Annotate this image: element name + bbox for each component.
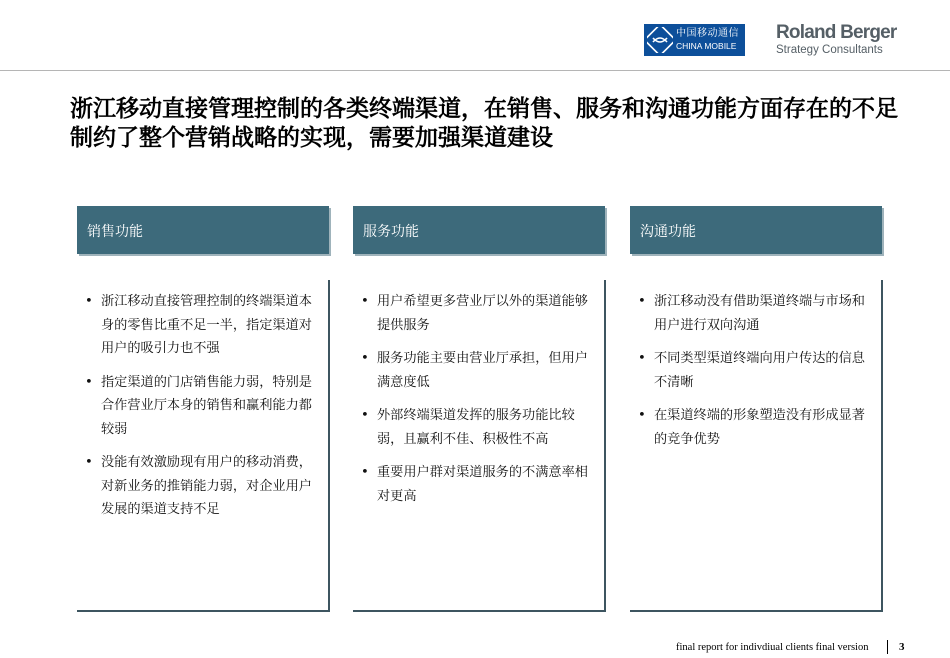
bullet-icon: • [638, 294, 646, 309]
bullet-list-communication [638, 290, 878, 461]
bullet-text: 用户希望更多营业厅以外的渠道能够提供服务 [377, 294, 588, 333]
list-item [361, 290, 601, 337]
bullet-icon: • [361, 294, 369, 309]
column-header-sales [77, 206, 329, 254]
china-mobile-emblem-icon [647, 27, 673, 53]
list-item [638, 347, 878, 394]
list-item [361, 404, 601, 451]
list-item [85, 451, 325, 522]
card-shadow-bottom [353, 610, 606, 612]
column-header-communication [630, 206, 882, 254]
card-shadow-bottom [630, 610, 883, 612]
bullet-icon: • [85, 455, 93, 470]
page-number: 3 [899, 641, 905, 653]
china-mobile-logo [644, 24, 745, 56]
bullet-icon: • [638, 351, 646, 366]
column-service [353, 206, 605, 610]
column-communication [630, 206, 882, 610]
column-body-service [353, 254, 605, 610]
roland-berger-logo [776, 22, 896, 57]
card-shadow-right [328, 280, 330, 612]
china-mobile-name-zh: 中国移动通信 [676, 28, 739, 39]
bullet-list-service [361, 290, 601, 518]
list-item [638, 404, 878, 451]
card-shadow-bottom [77, 610, 330, 612]
list-item [85, 371, 325, 442]
bullet-text: 在渠道终端的形象塑造没有形成显著的竞争优势 [654, 408, 865, 447]
column-title-communication: 沟通功能 [640, 224, 696, 240]
list-item [361, 347, 601, 394]
column-header-service [353, 206, 605, 254]
column-body-communication [630, 254, 882, 610]
bullet-text: 不同类型渠道终端向用户传达的信息不清晰 [654, 351, 865, 390]
card-shadow-right [604, 280, 606, 612]
bullet-text: 没能有效激励现有用户的移动消费，对新业务的推销能力弱，对企业用户发展的渠道支持不足 [101, 455, 312, 517]
list-item [85, 290, 325, 361]
bullet-icon: • [361, 351, 369, 366]
column-title-sales: 销售功能 [87, 224, 143, 240]
roland-berger-subtitle: Strategy Consultants [776, 44, 883, 56]
bullet-text: 浙江移动没有借助渠道终端与市场和用户进行双向沟通 [654, 294, 865, 333]
bullet-list-sales [85, 290, 325, 532]
slide-headline: 浙江移动直接管理控制的各类终端渠道，在销售、服务和沟通功能方面存在的不足制约了整个营销战略的实现，需要加强渠道建设 [70, 96, 898, 151]
bullet-text: 服务功能主要由营业厅承担，但用户满意度低 [377, 351, 588, 390]
list-item [361, 461, 601, 508]
bullet-text: 浙江移动直接管理控制的终端渠道本身的零售比重不足一半，指定渠道对用户的吸引力也不强 [101, 294, 312, 356]
column-title-service: 服务功能 [363, 224, 419, 240]
footer-divider [887, 640, 888, 654]
china-mobile-name-en: CHINA MOBILE [676, 41, 737, 51]
header-divider [0, 70, 950, 71]
column-body-sales [77, 254, 329, 610]
footer-text: final report for indivdiual clients final version [676, 642, 869, 653]
bullet-icon: • [361, 465, 369, 480]
bullet-text: 指定渠道的门店销售能力弱，特别是合作营业厅本身的销售和赢利能力都较弱 [101, 374, 312, 437]
bullet-text: 外部终端渠道发挥的服务功能比较弱，且赢利不佳、积极性不高 [377, 408, 575, 447]
bullet-icon: • [361, 408, 369, 423]
bullet-icon: • [85, 374, 93, 390]
roland-berger-name: Roland Berger [776, 22, 897, 43]
bullet-icon: • [638, 408, 646, 423]
column-sales [77, 206, 329, 610]
bullet-icon: • [85, 294, 93, 309]
list-item [638, 290, 878, 337]
card-shadow-right [881, 280, 883, 612]
bullet-text: 重要用户群对渠道服务的不满意率相对更高 [377, 465, 588, 504]
